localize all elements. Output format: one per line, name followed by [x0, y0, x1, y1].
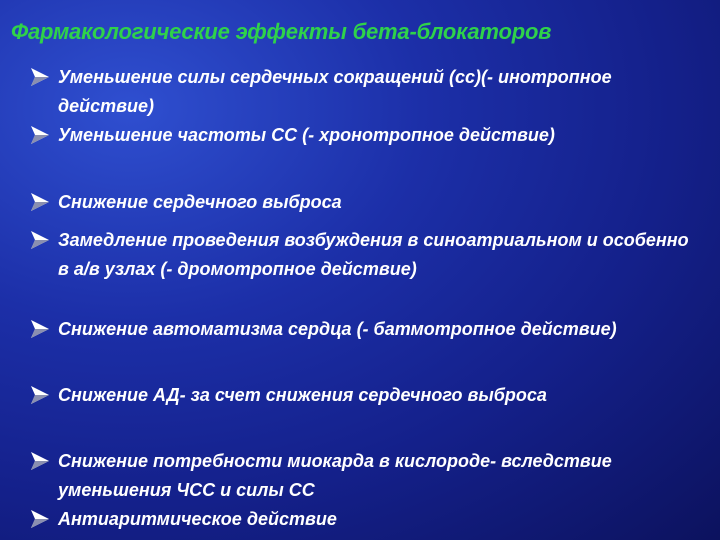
bullet-item	[29, 188, 689, 217]
bullet-text: Уменьшение частоты СС (- хронотропное действие)	[58, 125, 555, 145]
bullet-text: Снижение автоматизма сердца (- батмотропное действие)	[58, 319, 617, 339]
bullet-text: Антиаритмическое действие	[58, 509, 337, 529]
slide-title: Фармакологические эффекты бета-блокаторов	[11, 19, 552, 44]
bullet-item	[29, 505, 689, 534]
bullet-item	[29, 63, 689, 120]
arrowhead-bullet-icon	[29, 66, 51, 88]
arrowhead-bullet-icon	[29, 384, 51, 406]
bullet-text: Снижение сердечного выброса	[58, 192, 342, 212]
bullet-item	[29, 121, 689, 150]
arrowhead-bullet-icon	[29, 124, 51, 146]
bullet-text: Снижение АД- за счет снижения сердечного выброса	[58, 385, 547, 405]
arrowhead-bullet-icon	[29, 191, 51, 213]
bullet-text: Уменьшение силы сердечных сокращений (сс)(- инотропное действие)	[58, 67, 612, 116]
bullet-item	[29, 381, 689, 410]
bullet-item	[29, 447, 689, 504]
bullet-item	[29, 315, 689, 344]
bullet-item	[29, 226, 689, 283]
bullet-text: Снижение потребности миокарда в кислороде- вследствие уменьшения ЧСС и силы СС	[58, 451, 612, 500]
arrowhead-bullet-icon	[29, 318, 51, 340]
arrowhead-bullet-icon	[29, 450, 51, 472]
bullet-text: Замедление проведения возбуждения в синоатриальном и особенно в а/в узлах (- дромотропное действие)	[58, 230, 689, 279]
arrowhead-bullet-icon	[29, 229, 51, 251]
arrowhead-bullet-icon	[29, 508, 51, 530]
